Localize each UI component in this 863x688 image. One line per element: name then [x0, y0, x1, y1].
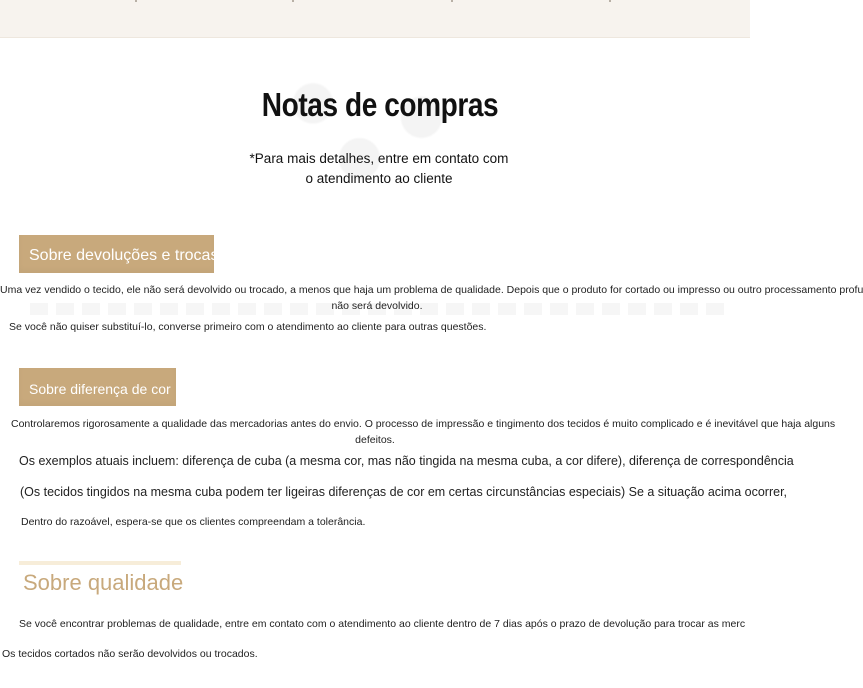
top-bar — [0, 0, 750, 38]
quality-line-1: Se você encontrar problemas de qualidade, entre em contato com o atendimento ao cliente dentro de 7 dias após o prazo de devolução para trocar as merc — [19, 618, 746, 630]
returns-line-2: não será devolvido. — [331, 300, 423, 312]
page-subtitle: *Para mais detalhes, entre em contato com o atendimento ao cliente — [249, 151, 509, 186]
top-tick — [451, 0, 453, 2]
returns-section-title: Sobre devoluções e trocas — [19, 235, 214, 273]
top-tick — [292, 0, 294, 2]
top-tick — [135, 0, 137, 2]
returns-muted-row — [30, 303, 730, 315]
returns-line-1: Uma vez vendido o tecido, ele não será devolvido ou trocado, a menos que haja um problema de qualidade. Depois que o produto for cortado ou impresso ou outro processamento profu — [0, 284, 863, 296]
color-line-2: defeitos. — [355, 434, 395, 446]
color-line-4: (Os tecidos tingidos na mesma cuba podem ter ligeiras diferenças de cor em certas circunstâncias especiais) Se a situação acima ocorrer, — [20, 485, 788, 499]
top-tick — [609, 0, 611, 2]
color-line-1: Controlaremos rigorosamente a qualidade das mercadorias antes do envio. O processo de impressão e tingimento dos tecidos é muito complicado e é inevitável que haja alguns — [11, 418, 836, 430]
quality-section-title: Sobre qualidade — [19, 561, 181, 599]
quality-line-2: Os tecidos cortados não serão devolvidos ou trocados. — [2, 648, 258, 660]
returns-line-3: Se você não quiser substituí-lo, converse primeiro com o atendimento ao cliente para outras questões. — [9, 321, 487, 333]
color-line-5: Dentro do razoável, espera-se que os clientes compreendam a tolerância. — [21, 516, 366, 528]
color-section-title: Sobre diferença de cor — [19, 368, 176, 406]
color-line-3: Os exemplos atuais incluem: diferença de cuba (a mesma cor, mas não tingida na mesma cuba, a cor difere), diferença de correspondência — [19, 454, 794, 468]
page-title: Notas de compras — [261, 86, 499, 123]
